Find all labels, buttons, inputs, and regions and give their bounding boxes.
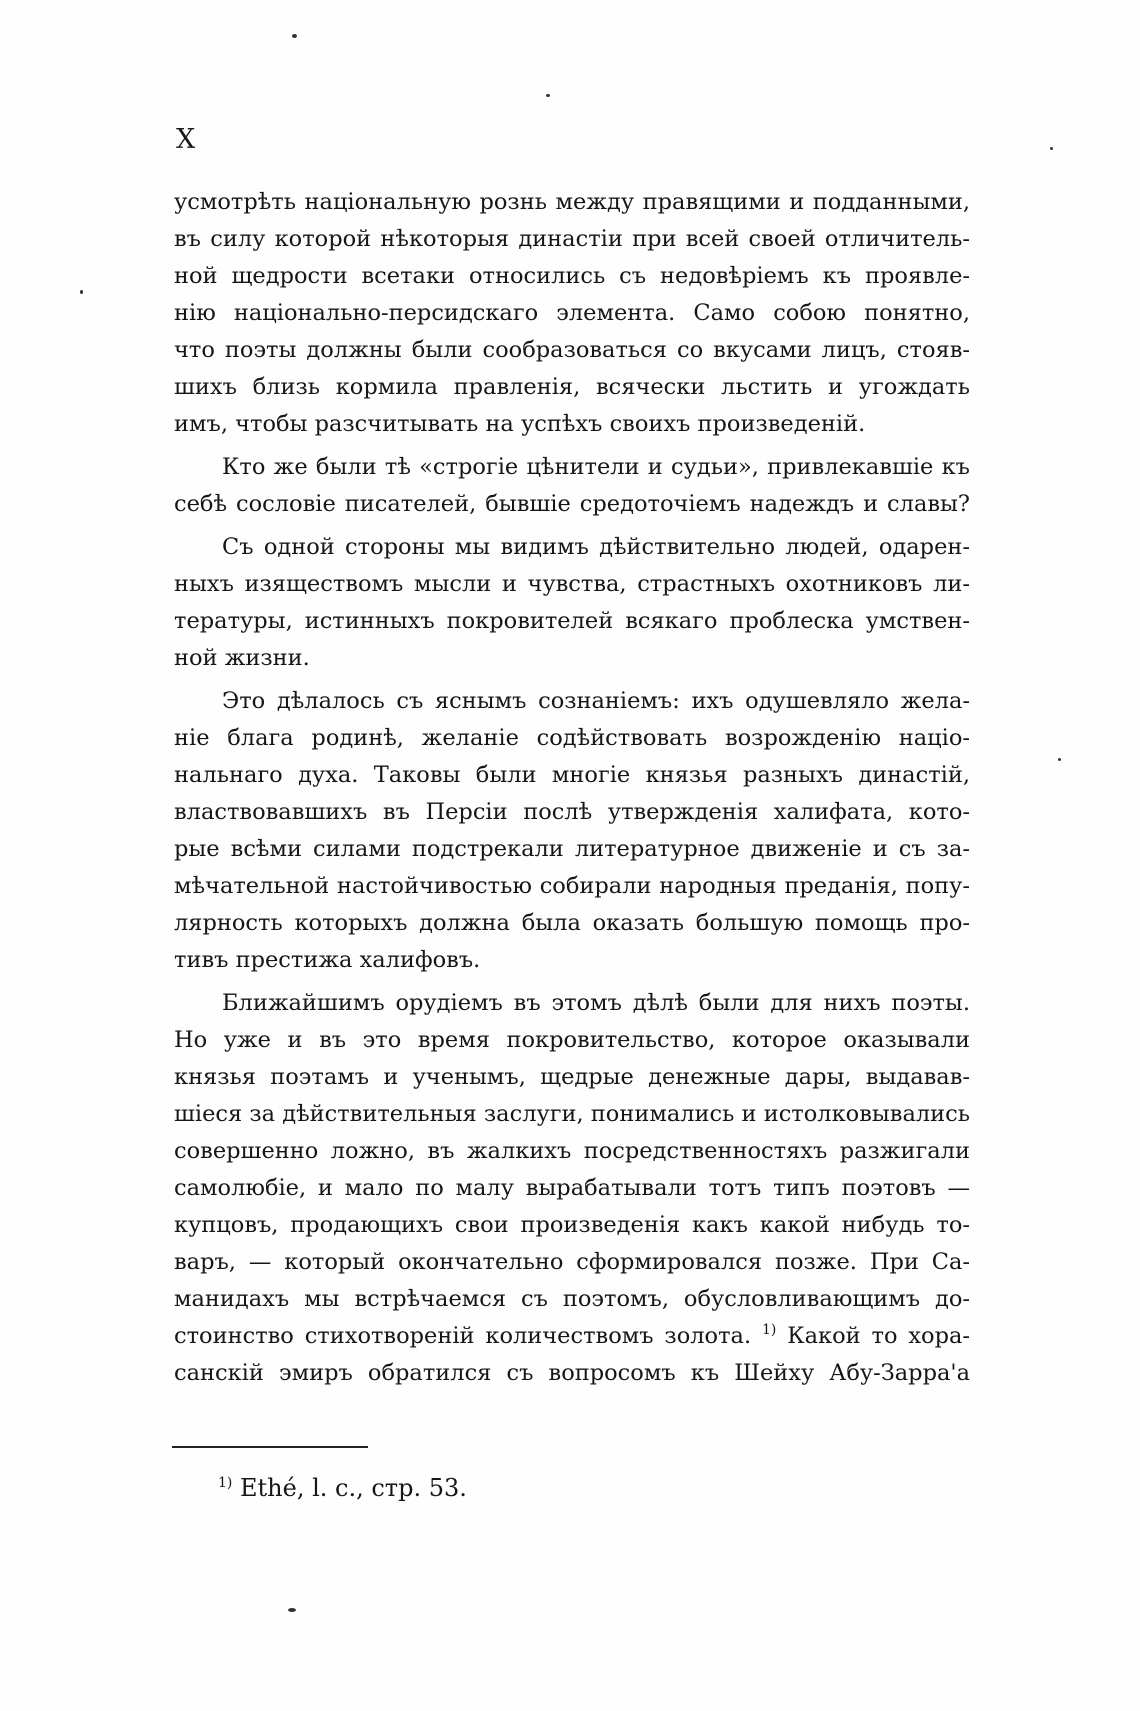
- text-line: себѣ сословіе писателей, бывшіе средоточіемъ надеждъ и славы?: [174, 491, 970, 517]
- text-line: шіеся за дѣйствительныя заслуги, понимались и истолковывались: [174, 1101, 970, 1127]
- text-line: ніе блага родинѣ, желаніе содѣйствовать возрожденію націо-: [174, 725, 970, 751]
- text-line: варъ, — который окончательно сформировался позже. При Са-: [174, 1249, 970, 1275]
- line-text: стоинство стихотвореній количествомъ золота.: [174, 1323, 752, 1349]
- footnote: [218, 1466, 467, 1510]
- text-line: самолюбіе, и мало по малу вырабатывали тотъ типъ поэтовъ —: [174, 1175, 970, 1201]
- footnote-text: Ethé, l. c., стр. 53.: [240, 1474, 467, 1502]
- scan-speck: [288, 1608, 296, 1612]
- paragraph-first-line: Съ одной стороны мы видимъ дѣйствительно людей, одарен-: [222, 534, 970, 560]
- text-line: властвовавшихъ въ Персіи послѣ утвержденія халифата, кото-: [174, 799, 970, 825]
- footnote-divider: [172, 1446, 368, 1448]
- scan-speck: [1058, 758, 1061, 761]
- text-line: въ силу которой нѣкоторыя династіи при всей своей отличитель-: [174, 226, 970, 252]
- text-line: тературы, истинныхъ покровителей всякаго проблеска умствен-: [174, 608, 970, 634]
- footnote-marker: 1): [218, 1475, 233, 1491]
- text-line: имъ, чтобы разсчитывать на успѣхъ своихъ произведеній.: [174, 411, 866, 437]
- paragraph-first-line: Это дѣлалось съ яснымъ сознаніемъ: ихъ одушевляло жела-: [222, 688, 970, 714]
- text-line: нальнаго духа. Таковы были многіе князья разныхъ династій,: [174, 762, 970, 788]
- text-line: ной щедрости всетаки относились съ недовѣріемъ къ проявле-: [174, 263, 970, 289]
- text-line: санскій эмиръ обратился съ вопросомъ къ Шейху Абу-Зарра'а: [174, 1360, 970, 1386]
- text-line: ной жизни.: [174, 645, 310, 671]
- text-line: ныхъ изяществомъ мысли и чувства, страстныхъ охотниковъ ли-: [174, 571, 970, 597]
- page-number: X: [176, 124, 196, 155]
- scan-speck: [1050, 147, 1053, 150]
- line-tail: Какой то хора-: [787, 1323, 970, 1349]
- text-line: совершенно ложно, въ жалкихъ посредственностяхъ разжигали: [174, 1138, 970, 1164]
- text-line: шихъ близь кормила правленія, всячески льстить и угождать: [174, 374, 970, 400]
- text-line: рые всѣми силами подстрекали литературное движеніе и съ за-: [174, 836, 970, 862]
- text-line: что поэты должны были сообразоваться со вкусами лицъ, стояв-: [174, 337, 970, 363]
- text-line: тивъ престижа халифовъ.: [174, 947, 481, 973]
- scan-speck: [546, 94, 550, 97]
- text-line: нію національно-персидскаго элемента. Само собою понятно,: [174, 300, 970, 326]
- paragraph-first-line: Ближайшимъ орудіемъ въ этомъ дѣлѣ были для нихъ поэты.: [222, 990, 970, 1016]
- footnote-reference: 1): [761, 1322, 777, 1338]
- scan-speck: [292, 34, 297, 38]
- text-line: усмотрѣть національную рознь между правящими и подданными,: [174, 189, 970, 215]
- scan-speck: [80, 290, 83, 294]
- text-line: князья поэтамъ и ученымъ, щедрые денежные дары, выдавав-: [174, 1064, 970, 1090]
- text-line: купцовъ, продающихъ свои произведенія какъ какой нибудь то-: [174, 1212, 970, 1238]
- text-line: мѣчательной настойчивостью собирали народныя преданія, попу-: [174, 873, 970, 899]
- paragraph-first-line: Кто же были тѣ «строгіе цѣнители и судьи», привлекавшіе къ: [222, 454, 970, 480]
- text-line: Но уже и въ это время покровительство, которое оказывали: [174, 1027, 970, 1053]
- text-line: манидахъ мы встрѣчаемся съ поэтомъ, обусловливающимъ до-: [174, 1286, 970, 1312]
- text-line: лярность которыхъ должна была оказать большую помощь про-: [174, 910, 970, 936]
